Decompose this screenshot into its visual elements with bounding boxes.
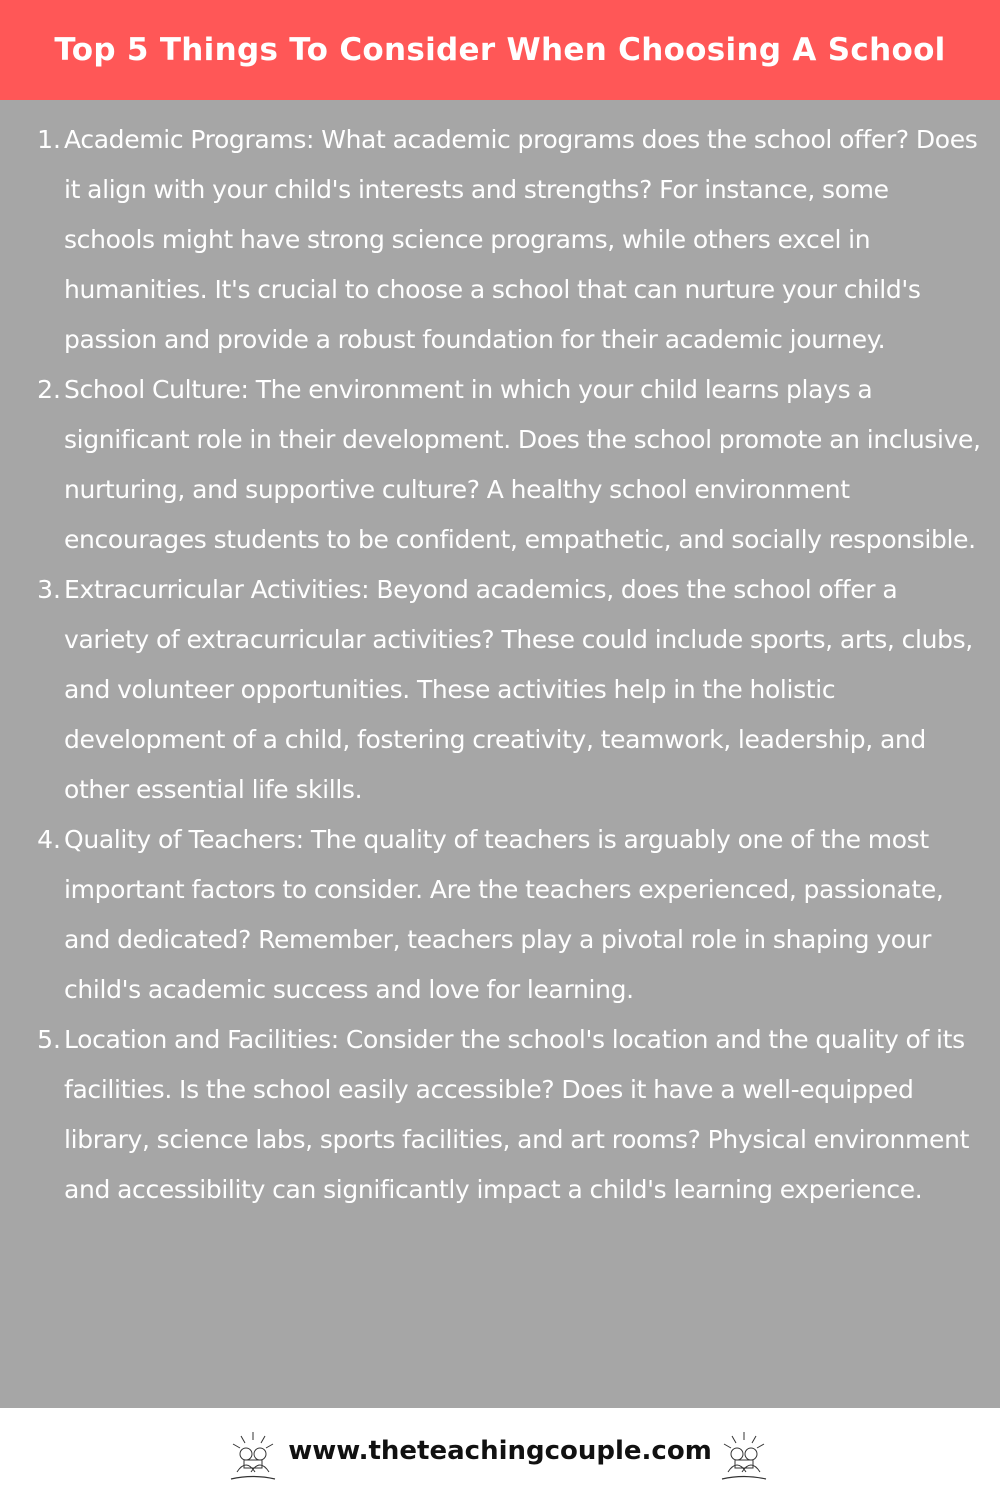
item-text: School Culture: The environment in which your child learns plays a significant role in their development. Does the school promote an inclusive, nurturing, and supportive culture? A healthy school environment encourages students to be confident, empathetic, and socially responsible. <box>64 375 981 554</box>
list-item <box>0 565 982 815</box>
item-number: 2. <box>37 375 61 404</box>
content-area <box>0 100 1000 1408</box>
item-number: 1. <box>37 125 61 154</box>
considerations-list <box>0 100 1000 1215</box>
list-item <box>0 815 982 1015</box>
item-text: Extracurricular Activities: Beyond academics, does the school offer a variety of extracurricular activities? These could include sports, arts, clubs, and volunteer opportunities. These activities help in the holistic development of a child, fostering creativity, teamwork, leadership, and other essential life skills. <box>64 575 973 804</box>
list-item <box>0 365 982 565</box>
item-text: Academic Programs: What academic programs does the school offer? Does it align with your child's interests and strengths? For instance, some schools might have strong science programs, while others excel in humanities. It's crucial to choose a school that can nurture your child's passion and provide a robust foundation for their academic journey. <box>64 125 978 354</box>
page-title: Top 5 Things To Consider When Choosing A School <box>54 32 946 68</box>
item-number: 4. <box>37 825 61 854</box>
item-text: Quality of Teachers: The quality of teachers is arguably one of the most important factors to consider. Are the teachers experienced, passionate, and dedicated? Remember, teachers play a pivotal role in shaping your child's academic success and love for learning. <box>64 825 944 1004</box>
teaching-couple-logo-icon <box>225 1428 281 1484</box>
header-banner <box>0 0 1000 100</box>
list-item <box>0 115 982 365</box>
list-item <box>0 1015 982 1215</box>
website-url[interactable]: www.theteachingcouple.com <box>288 1436 712 1466</box>
item-number: 3. <box>37 575 61 604</box>
teaching-couple-logo-icon <box>716 1428 772 1484</box>
item-text: Location and Facilities: Consider the school's location and the quality of its facilities. Is the school easily accessible? Does it have a well-equipped library, science labs, sports facilities, and art rooms? Physical environment and accessibility can significantly impact a child's learning experience. <box>64 1025 970 1204</box>
item-number: 5. <box>37 1025 61 1054</box>
footer <box>0 1408 1000 1500</box>
